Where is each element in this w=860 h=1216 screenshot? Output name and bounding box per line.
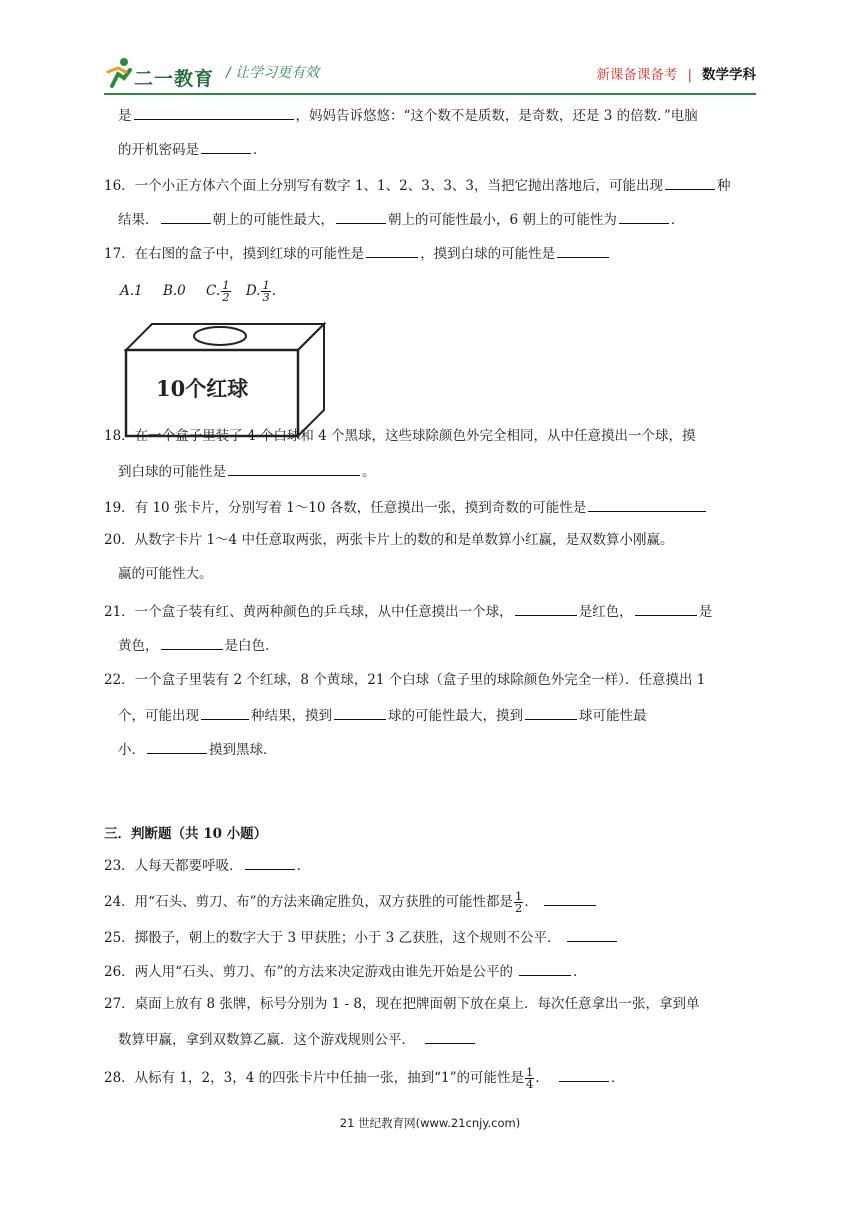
answer-blank[interactable] xyxy=(334,704,386,720)
answer-blank[interactable] xyxy=(336,208,386,224)
answer-blank[interactable] xyxy=(515,600,577,616)
answer-blank[interactable] xyxy=(228,460,360,476)
question-line: 是 ，妈妈告诉悠悠：“这个数不是质数，是奇数，还是 3 的倍数．”电脑 xyxy=(118,104,698,126)
section-heading: 三．判断题（共 10 小题） xyxy=(104,826,268,842)
logo-text: 二一教育 xyxy=(134,68,215,90)
question-18: 18．在一个盒子里装了 4 个白球和 4 个黑球，这些球除颜色外完全相同，从中任意摸出一个球，摸 xyxy=(104,428,696,444)
header-course: 新课备课备考 xyxy=(596,67,678,83)
question-17: 17．在右图的盒子中，摸到红球的可能性是 ，摸到白球的可能性是 xyxy=(104,242,611,264)
page-header xyxy=(104,54,756,94)
option-b[interactable]: B.0 xyxy=(162,283,186,299)
question-22-cont: 个，可能出现 种结果，摸到 球的可能性最大，摸到 球可能性最 xyxy=(118,704,647,726)
question-20-cont: 赢的可能性大。 xyxy=(118,566,213,582)
question-22-cont2: 小． 摸到黑球． xyxy=(118,738,277,760)
question-20: 20．从数字卡片 1～4 中任意取两张，两张卡片上的数的和是单数算小红赢，是双数算小刚赢。 xyxy=(104,532,674,548)
header-separator: | xyxy=(687,67,692,83)
question-28: 28．从标有 1，2，3，4 的四张卡片中任抽一张，抽到“1”的可能性是 $\frac{1}{4}$ ． ． xyxy=(104,1065,625,1091)
header-rule xyxy=(104,93,756,95)
runner-logo-icon xyxy=(104,56,134,90)
page-footer: 21 世纪教育网(www.21cnjy.com) xyxy=(339,1116,521,1130)
answer-blank[interactable] xyxy=(147,738,207,754)
answer-blank[interactable] xyxy=(201,704,249,720)
box-label: 10个红球 xyxy=(156,376,249,401)
header-subject-name: 数学学科 xyxy=(702,67,756,83)
question-25: 25．掷骰子，朝上的数字大于 3 甲获胜；小于 3 乙获胜，这个规则不公平． xyxy=(104,926,619,948)
answer-blank[interactable] xyxy=(201,138,251,154)
option-c[interactable]: C. $\frac{1}{2}$ xyxy=(206,278,230,304)
slogan: / 让学习更有效 xyxy=(226,65,320,81)
answer-blank[interactable] xyxy=(559,1066,609,1082)
answer-blank[interactable] xyxy=(525,704,577,720)
answer-blank[interactable] xyxy=(665,174,715,190)
answer-blank[interactable] xyxy=(588,496,706,512)
question-26: 26．两人用“石头、剪刀、布”的方法来决定游戏由谁先开始是公平的 ． xyxy=(104,960,586,982)
fraction: $\frac{1}{4}$ xyxy=(526,1065,534,1091)
answer-blank[interactable] xyxy=(619,208,669,224)
red-ball-box-figure xyxy=(122,322,328,440)
answer-blank[interactable] xyxy=(557,242,609,258)
question-line: 的开机密码是 ． xyxy=(118,138,267,160)
header-subject xyxy=(596,63,756,83)
question-21: 21．一个盒子装有红、黄两种颜色的乒乓球，从中任意摸出一个球， 是红色， 是 xyxy=(104,600,712,622)
fraction: $\frac{1}{3}$ xyxy=(262,278,270,304)
answer-blank[interactable] xyxy=(366,242,418,258)
fraction: $\frac{1}{2}$ xyxy=(222,278,230,304)
question-18-cont: 到白球的可能性是 。 xyxy=(118,460,376,482)
question-21-cont: 黄色， 是白色． xyxy=(118,634,279,656)
answer-blank[interactable] xyxy=(161,634,223,650)
question-22: 22．一个盒子里装有 2 个红球，8 个黄球，21 个白球（盒子里的球除颜色外完全一样）．任意摸出 1 xyxy=(104,672,706,688)
question-16: 16．一个小正方体六个面上分别写有数字 1、1、2、3、3、3，当把它抛出落地后，可能出现 种 xyxy=(104,174,731,196)
answer-blank[interactable] xyxy=(544,890,596,906)
answer-blank[interactable] xyxy=(245,854,295,870)
option-d[interactable]: D. $\frac{1}{3}$ . xyxy=(245,278,277,304)
answer-blank[interactable] xyxy=(425,1028,475,1044)
question-17-options xyxy=(120,280,276,303)
answer-blank[interactable] xyxy=(161,208,211,224)
answer-blank[interactable] xyxy=(519,960,571,976)
question-19: 19．有 10 张卡片，分别写着 1～10 各数，任意摸出一张，摸到奇数的可能性是 xyxy=(104,496,708,518)
question-23: 23．人每天都要呼吸． ． xyxy=(104,854,310,876)
question-27: 27．桌面上放有 8 张牌，标号分别为 1 - 8，现在把牌面朝下放在桌上．每次任意拿出一张，拿到单 xyxy=(104,996,700,1012)
question-16-cont: 结果． 朝上的可能性最大， 朝上的可能性最小，6 朝上的可能性为 ． xyxy=(118,208,684,230)
option-a[interactable]: A.1 xyxy=(120,283,143,299)
question-27-cont: 数算甲赢，拿到双数算乙赢．这个游戏规则公平． xyxy=(118,1028,477,1050)
fraction: $\frac{1}{2}$ xyxy=(514,889,523,915)
answer-blank[interactable] xyxy=(635,600,697,616)
answer-blank[interactable] xyxy=(567,926,617,942)
answer-blank[interactable] xyxy=(134,104,294,120)
logo xyxy=(104,56,216,92)
question-24: 24．用“石头、剪刀、布”的方法来确定胜负，双方获胜的可能性都是 $\frac{1}{2}$ ． xyxy=(104,890,598,914)
